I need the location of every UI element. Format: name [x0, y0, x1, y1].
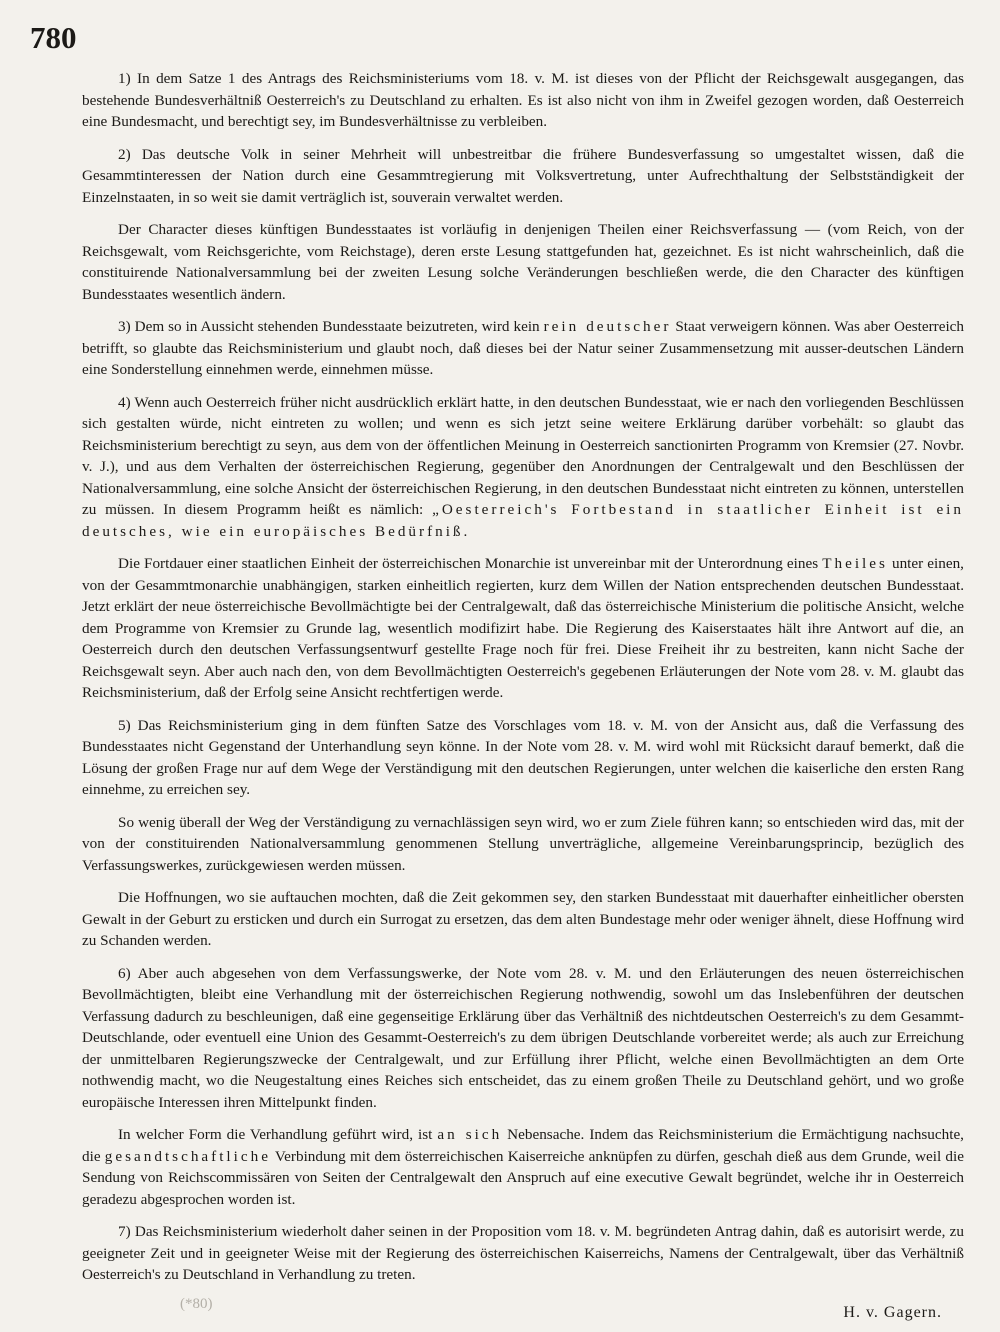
- paragraph: [82, 219, 964, 305]
- paragraph: [82, 144, 964, 209]
- paragraph-text: Der Character dieses künftigen Bundesstaates ist vorläufig in denjenigen Theilen einer Reichsverfassung — (vom Reich, von der Reichsgewalt, vom Reichsgerichte, vom Reichstage), deren erste Lesung stattgefunden hat, gezeichnet. Es ist nicht wahrscheinlich, daß die constituirende Nationalversammlung bei der zweiten Lesung solche Veränderungen beschließen werde, die den Character des künftigen Bundesstaates wesentlich ändern.: [82, 221, 964, 303]
- emphasized-text: Theiles: [822, 555, 888, 572]
- paragraph: [82, 715, 964, 801]
- paragraph-text: unter einen, von der Gesammtmonarchie unabhängigen, starken einheitlich regierten, kurz dem Willen der Nation entsprechenden deutschen Bundesstaat. Jetzt erklärt der neue österreichische Bevollmächtigte bei der Centralgewalt, daß das österreichische Ministerium die politische Ansicht, welche dem Programme von Kremsier zu Grunde lag, wesentlich modifizirt habe. Die Regierung des Kaiserstaates hält ihre Antwort auf die, an Oesterreich durch den deutschen Verfassungsentwurf gestellte Frage noch für frei. Diese Freiheit ihr zu bestreiten, kann nicht Sache der Reichsgewalt seyn. Aber auch nach den, von dem Bevollmächtigten Oesterreich's gegebenen Erläuterungen der Note vom 28. v. M. glaubt das Reichsministerium, daß der Erfolg seine Ansicht rechtfertigen werde.: [82, 555, 964, 701]
- paragraph-text: In welcher Form die Verhandlung geführt wird, ist: [118, 1126, 438, 1143]
- signature: H. v. Gagern.: [843, 1303, 942, 1321]
- paragraph-text: 5) Das Reichsministerium ging in dem fünften Satze des Vorschlages vom 18. v. M. von der Ansicht aus, daß die Verfassung des Bundesstaates nicht Gegenstand der Unterhandlung seyn könne. In der Note vom 28. v. M. wird wohl mit Rücksicht darauf bemerkt, daß die Lösung der großen Frage nur auf dem Wege der Verständigung mit den deutschen Regierungen, unter welchen die kaiserliche den ersten Rang einnehme, zu erreichen sey.: [82, 716, 964, 798]
- paragraph: [82, 887, 964, 952]
- paragraph-text: Die Hoffnungen, wo sie auftauchen mochten, daß die Zeit gekommen sey, den starken Bundesstaat mit dauerhafter einheitlicher obersten Gewalt in der Geburt zu ersticken und durch ein Surrogat zu ersetzen, das dem alten Bundestage mehr oder weniger ähnelt, diese Hoffnung wird zu Schanden werden.: [82, 889, 964, 949]
- paragraph-text: Nebensache. Indem das Reichsministerium die Ermächtigung nachsuchte, die: [82, 1126, 964, 1165]
- paragraph: [82, 68, 964, 133]
- paragraph: [82, 1221, 964, 1286]
- emphasized-text: gesandtschaftliche: [104, 1147, 271, 1165]
- paragraph-text: Verbindung mit dem österreichischen Kaiserreiche anknüpfen zu dürfen, geschah dieß aus dem Grunde, weil die Sendung von Reichscommissären von Seiten der Centralgewalt den Anspruch auf eine executive Gewalt begründet, welche ihr in Oesterreich geradezu abgesprochen worden ist.: [82, 1147, 964, 1208]
- paragraph-text: 3) Dem so in Aussicht stehenden Bundesstaate beizutreten, wird kein: [118, 318, 544, 335]
- paragraph-text: 2) Das deutsche Volk in seiner Mehrheit will unbestreitbar die frühere Bundesverfassung so umgestaltet wissen, daß die Gesammtinteressen der Nation durch eine Gesammtregierung mit Volksvertretung, unter Aufrechthaltung der Selbstständigkeit der Einzelnstaaten, in so weit sie damit verträglich ist, souverain verwaltet werden.: [82, 145, 964, 206]
- paragraph-text: 1) In dem Satze 1 des Antrags des Reichsministeriums vom 18. v. M. ist dieses von der Pflicht der Reichsgewalt ausgegangen, das bestehende Bundesverhältniß Oesterreich's zu Deutschland zu erhalten. Es ist also nicht von ihm in Zweifel gezogen worden, daß Oesterreich eine Bundesmacht, und berechtigt sey, im Bundesverhältnisse zu verbleiben.: [82, 70, 964, 130]
- paragraph-text: Staat verweigern können. Was aber Oesterreich betrifft, so glaubte das Reichsministerium und glaubt noch, daß dieses bei der Natur seiner Zusammensetzung mit ausser-deutschen Ländern eine Sonderstellung einnehmen werde, einnehmen müsse.: [82, 318, 964, 378]
- paragraph: [82, 812, 964, 877]
- paragraph: [82, 963, 964, 1114]
- paragraph: [82, 553, 964, 704]
- paragraph: [82, 1124, 964, 1210]
- bleed-through-mark: (*80): [180, 1296, 213, 1312]
- paragraph-text: 6) Aber auch abgesehen von dem Verfassungswerke, der Note vom 28. v. M. und den Erläuterungen des neuen österreichischen Bevollmächtigten, bleibt eine Verhandlung mit der österreichischen Regierung nothwendig, sowohl um das Inslebenführen der deutschen Verfassung dadurch zu beschleunigen, daß eine gegenseitige Erklärung über das Verhältniß des nichtdeutschen Oesterreich's zu dem Gesammt-Deutschlande, oder eventuell eine Union des Gesammt-Oesterreich's zu dem übrigen Deutschlande vorbereitet werde; als auch zur Erreichung der unmittelbaren Regierungszwecke der Centralgewalt, und zur Erfüllung ihrer Pflicht, welche einen Bevollmächtigten an dem Orte nothwendig macht, wo die Neugestaltung eines Reiches sich entscheidet, das zu einem großen Theile zu Deutschland gehört, und wo große europäische Interessen ihren Mittelpunkt finden.: [82, 964, 964, 1111]
- paragraph-text: 7) Das Reichsministerium wiederholt daher seinen in der Proposition vom 18. v. M. begründeten Antrag dahin, daß es autorisirt werde, zu geeigneter Zeit und in geeigneter Weise mit der Regierung des österreichischen Kaiserreichs, Namens der Centralgewalt, über das Verhältniß Oesterreich's zu Deutschland in Verhandlung zu treten.: [82, 1223, 964, 1283]
- emphasized-text: an sich: [437, 1126, 503, 1143]
- paragraph-text: Die Fortdauer einer staatlichen Einheit der österreichischen Monarchie ist unvereinbar mit der Unterordnung eines: [118, 555, 823, 572]
- paragraph: [82, 316, 964, 381]
- paragraph: [82, 392, 964, 543]
- body-text: [82, 68, 964, 1286]
- paragraph-text: So wenig überall der Weg der Verständigung zu vernachlässigen seyn wird, wo er zum Ziele führen kann; so entschieden wird das, mit der von der constituirenden Nationalversammlung genommenen Stellung unverträgliche, allgemeine Vereinbarungsprincip, bezüglich des Verfassungswerkes, zurückgewiesen werden müssen.: [82, 813, 964, 874]
- paragraph-text: 4) Wenn auch Oesterreich früher nicht ausdrücklich erklärt hatte, in den deutschen Bundesstaat, wie er nach den vorliegenden Beschlüssen sich gestalten würde, nicht eintreten zu wollen; und wenn es sich jetzt seine weitere Erklärung darüber vorbehält: so glaubt das Reichsministerium berechtigt zu seyn, aus dem von der öffentlichen Meinung in Oesterreich sanctionirten Programm von Kremsier (27. Novbr. v. J.), und aus dem Verhalten der österreichischen Regierung, gegenüber den Anordnungen der Centralgewalt und den Beschlüssen der Nationalversammlung, eine solche Ansicht der österreichischen Regierung, in den deutschen Bundesstaat nicht eintreten zu können, unterstellen zu müssen. In diesem Programm heißt es nämlich:: [82, 393, 964, 518]
- page-number: 780: [30, 20, 77, 55]
- emphasized-text: rein deutscher: [543, 318, 672, 335]
- emphasized-text: „Oesterreich's Fortbestand in staatlicher Einheit ist ein deutsches, wie ein europäisches Bedürfniß.: [82, 501, 964, 540]
